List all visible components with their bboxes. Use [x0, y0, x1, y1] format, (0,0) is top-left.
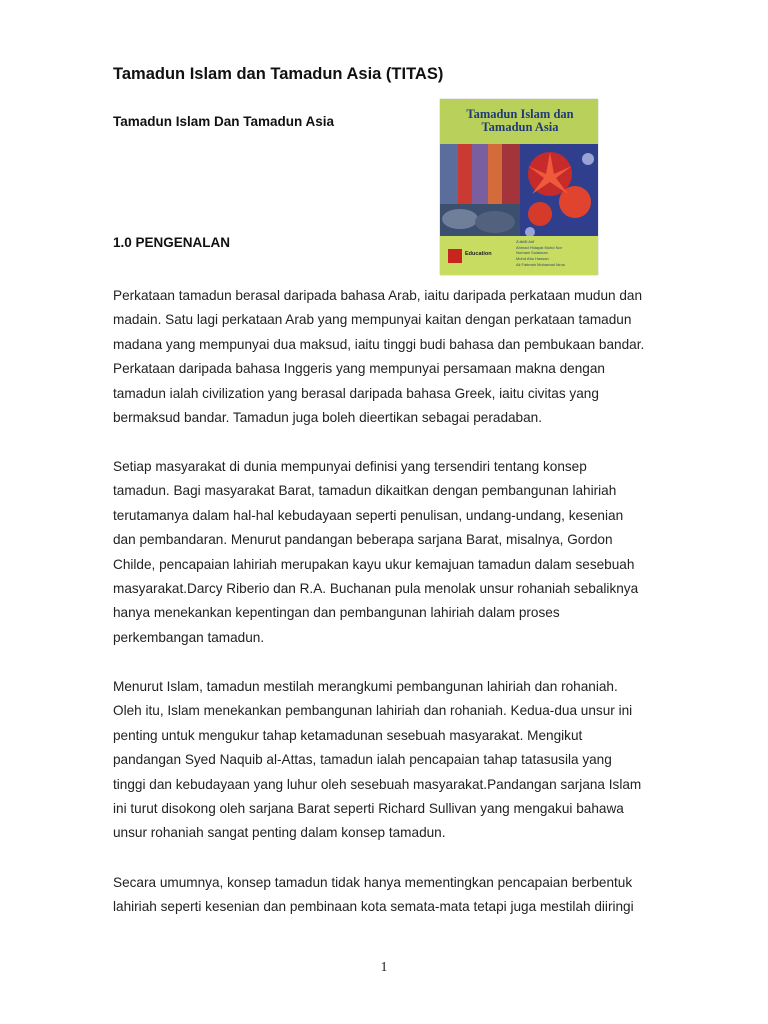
paragraph: [113, 455, 658, 650]
cover-author: Norhani Sulaiman: [516, 251, 548, 256]
paragraph: [113, 284, 658, 430]
paragraph-line: hanya menekankan kepentingan dan pembangunan lahiriah dalam proses: [113, 605, 560, 621]
cover-title-line: Tamadun Islam dan: [466, 107, 574, 121]
cover-author: Ahmad Hidayat Mohd Nor: [516, 245, 563, 250]
paragraph-line: madana yang mempunyai dua maksud, iaitu tinggi budi bahasa dan pembukaan bandar.: [113, 336, 645, 352]
paragraph-line: Menurut Islam, tamadun mestilah merangkumi pembangunan lahiriah dan rohaniah.: [113, 679, 618, 694]
paragraph-line: Childe, pencapaian lahiriah merupakan kayu ukur kemajuan tamadun dalam sesebuah: [113, 556, 635, 572]
paragraph-line: pandangan Syed Naquib al-Attas, tamadun ialah pencapaian tahap tatasusila yang: [113, 752, 612, 768]
page-number: 1: [380, 960, 388, 975]
document-title: Tamadun Islam dan Tamadun Asia (TITAS): [113, 65, 444, 83]
paragraph-line: tamadun. Bagi masyarakat Barat, tamadun dikaitkan dengan pembangunan lahiriah: [113, 483, 617, 499]
paragraph-line: lahiriah seperti kesenian dan pembinaan kota semata-mata tetapi juga mestilah diiringi: [113, 899, 634, 915]
paragraph-line: Secara umumnya, konsep tamadun tidak hanya mementingkan pencapaian berbentuk: [113, 875, 633, 890]
book-cover-image: [440, 99, 598, 275]
cover-author: Mohd Abu Hassan: [516, 257, 549, 262]
publisher-logo-icon: [448, 249, 462, 263]
paragraph-line: dan pembandaran. Menurut pandangan beberapa sarjana Barat, misalnya, Gordon: [113, 532, 613, 548]
cover-author: Zulkifli Arif: [516, 240, 535, 244]
paragraph-line: Perkataan daripada bahasa Inggeris yang mempunyai persamaan makna dengan: [113, 361, 605, 377]
paragraph-line: penting untuk mengukur tahap ketamadunan sesebuah masyarakat. Mengikut: [113, 727, 583, 743]
cover-title-line: Tamadun Asia: [481, 120, 559, 134]
paragraph: [113, 675, 658, 846]
cover-photo: [440, 144, 598, 236]
paragraph-line: terutamanya dalam hal-hal kebudayaan seperti penulisan, undang-undang, kesenian: [113, 507, 624, 523]
cover-title: [450, 108, 590, 134]
paragraph-line: masyarakat.Darcy Riberio dan R.A. Buchanan pula menolak unsur rohaniah sebaliknya: [113, 581, 639, 597]
section-heading: 1.0 PENGENALAN: [113, 235, 231, 250]
paragraph-line: tamadun ialah civilization yang berasal daripada bahasa Greek, iaitu civitas yang: [113, 385, 599, 401]
cover-publisher: Education: [465, 251, 492, 257]
paragraph-line: unsur rohaniah sangat penting dalam konsep tamadun.: [113, 825, 446, 841]
cover-author: Ali Fatimah Mohamad Idrus: [516, 262, 565, 267]
paragraph-line: tinggi dan kebudayaan yang luhur oleh sesebuah masyarakat.Pandangan sarjana Islam: [113, 776, 642, 792]
paragraph-line: Oleh itu, Islam menekankan pembangunan lahiriah dan rohaniah. Kedua-dua unsur ini: [113, 703, 633, 719]
paragraph-line: Setiap masyarakat di dunia mempunyai definisi yang tersendiri tentang konsep: [113, 459, 587, 474]
cover-authors: [516, 240, 596, 268]
paragraph-line: bermaksud bandar. Tamadun juga boleh dieertikan sebagai peradaban.: [113, 410, 543, 426]
paragraph-line: Perkataan tamadun berasal daripada bahasa Arab, iaitu daripada perkataan mudun dan: [113, 288, 643, 303]
document-subtitle: Tamadun Islam Dan Tamadun Asia: [113, 114, 335, 129]
paragraph-line: ini turut disokong oleh sarjana Barat seperti Richard Sullivan yang mengakui bahawa: [113, 801, 624, 817]
paragraph: [113, 871, 658, 920]
paragraph-line: madain. Satu lagi perkataan Arab yang mempunyai kaitan dengan perkataan tamadun: [113, 312, 632, 328]
paragraph-line: perkembangan tamadun.: [113, 629, 265, 645]
